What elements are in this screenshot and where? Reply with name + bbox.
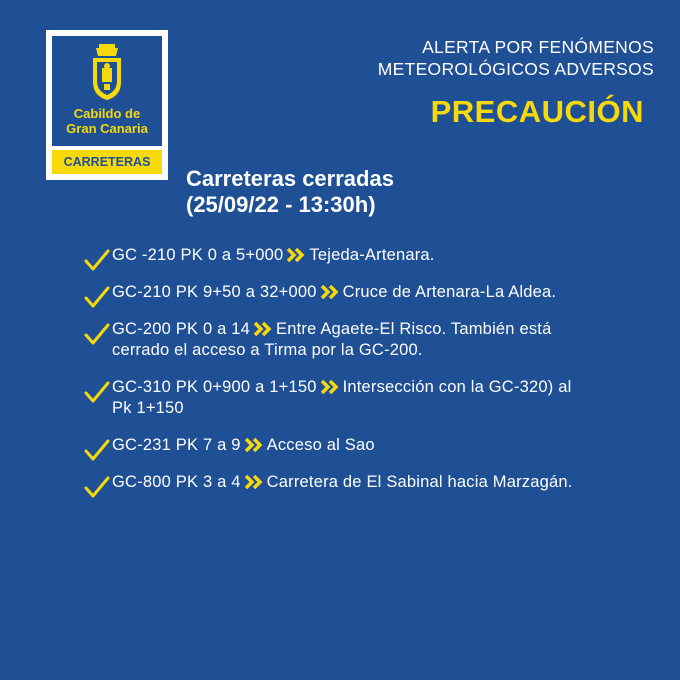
alert-line1: ALERTA POR FENÓMENOS	[422, 37, 654, 57]
logo-band: CARRETERAS	[52, 150, 162, 174]
heading-line2: (25/09/22 - 13:30h)	[186, 192, 376, 217]
logo-panel	[52, 36, 162, 146]
logo-name-line1: Cabildo de	[73, 106, 141, 121]
road-text	[112, 282, 584, 303]
check-icon	[84, 323, 110, 345]
cabildo-logo	[46, 30, 168, 180]
check-icon	[84, 249, 110, 271]
check-icon	[84, 476, 110, 498]
road-code: GC -210 PK 0 a 5+000	[112, 246, 284, 264]
road-text	[112, 472, 584, 493]
double-chevron-icon	[244, 474, 264, 490]
section-heading	[186, 166, 394, 218]
check-icon	[84, 286, 110, 308]
road-code: GC-800 PK 3 a 4	[112, 473, 241, 491]
road-description: Acceso al Sao	[266, 436, 375, 454]
road-code: GC-210 PK 9+50 a 32+000	[112, 283, 317, 301]
alert-title	[378, 36, 654, 80]
road-item	[84, 472, 584, 493]
road-description: Entre Agaete-El Risco. También está cerrado el acceso a Tirma por la GC-200.	[112, 320, 552, 359]
road-code: GC-231 PK 7 a 9	[112, 436, 241, 454]
road-text	[112, 377, 584, 419]
road-description: Tejeda-Artenara.	[309, 246, 435, 264]
road-item	[84, 319, 584, 361]
check-icon	[84, 381, 110, 403]
road-item	[84, 435, 584, 456]
road-text	[112, 319, 584, 361]
check-icon	[84, 439, 110, 461]
road-item	[84, 282, 584, 303]
road-text	[112, 245, 584, 266]
road-description: Cruce de Artenara-La Aldea.	[342, 283, 557, 301]
double-chevron-icon	[320, 379, 340, 395]
road-code: GC-310 PK 0+900 a 1+150	[112, 378, 317, 396]
road-item	[84, 377, 584, 419]
road-description: Intersección con la GC-320) al Pk 1+150	[112, 378, 572, 417]
road-text	[112, 435, 584, 456]
alert-line2: METEOROLÓGICOS ADVERSOS	[377, 59, 654, 79]
road-description: Carretera de El Sabinal hacia Marzagán.	[266, 473, 573, 491]
crest-icon	[90, 44, 124, 102]
double-chevron-icon	[320, 284, 340, 300]
logo-name	[52, 106, 162, 136]
closed-roads-list	[84, 245, 584, 509]
heading-line1: Carreteras cerradas	[186, 166, 394, 191]
logo-name-line2: Gran Canaria	[66, 121, 148, 136]
double-chevron-icon	[286, 247, 306, 263]
alert-level: PRECAUCIÓN	[430, 94, 644, 129]
double-chevron-icon	[253, 321, 273, 337]
road-item	[84, 245, 584, 266]
road-code: GC-200 PK 0 a 14	[112, 320, 251, 338]
double-chevron-icon	[244, 437, 264, 453]
